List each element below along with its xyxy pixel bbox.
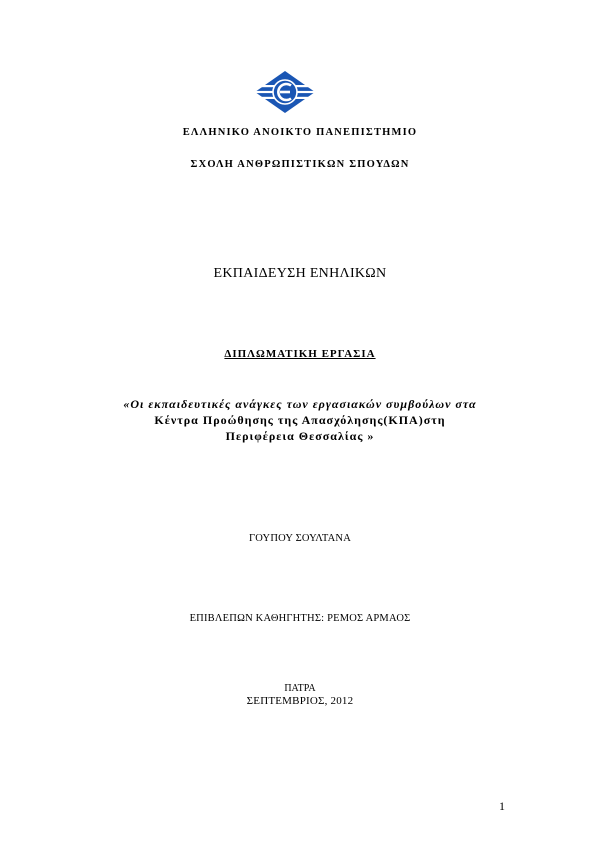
thesis-type-heading: ΔΙΠΛΩΜΑΤΙΚΗ ΕΡΓΑΣΙΑ [224, 348, 376, 360]
place-name: ΠΑΤΡΑ [284, 683, 316, 694]
university-emblem-icon [254, 70, 316, 114]
thesis-title-line-3: Περιφέρεια Θεσσαλίας » [225, 429, 375, 443]
university-name: ΕΛΛΗΝΙΚΟ ΑΝΟΙΚΤΟ ΠΑΝΕΠΙΣΤΗΜΙΟ [182, 127, 418, 138]
submission-date: ΣΕΠΤΕΜΒΡΙΟΣ, 2012 [246, 695, 354, 707]
author-name: ΓΟΥΠΟΥ ΣΟΥΛΤΑΝΑ [249, 533, 351, 544]
school-name: ΣΧΟΛΗ ΑΝΘΡΩΠΙΣΤΙΚΩΝ ΣΠΟΥΔΩΝ [190, 159, 410, 170]
page-number: 1 [499, 799, 505, 813]
program-name: ΕΚΠΑΙΔΕΥΣΗ ΕΝΗΛΙΚΩΝ [213, 266, 387, 281]
supervisor-line: ΕΠΙΒΛΕΠΩΝ ΚΑΘΗΓΗΤΗΣ: ΡΕΜΟΣ ΑΡΜΑΟΣ [189, 613, 411, 624]
thesis-title-line-1: «Οι εκπαιδευτικές ανάγκες των εργασιακών συμβούλων στα [123, 397, 477, 411]
thesis-title [0, 396, 600, 444]
thesis-title-line-2: Κέντρα Προώθησης της Απασχόλησης(ΚΠΑ)στη [154, 413, 446, 427]
